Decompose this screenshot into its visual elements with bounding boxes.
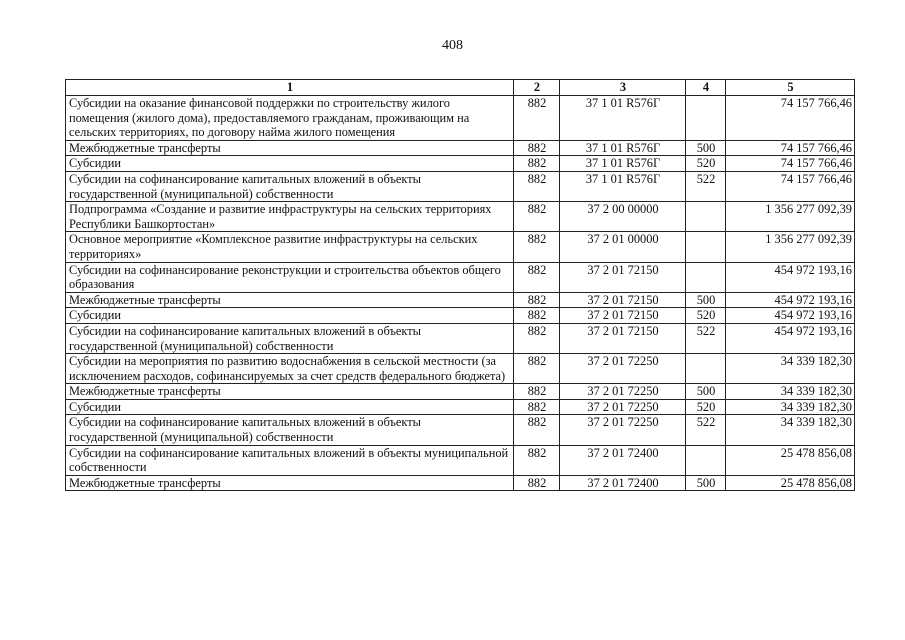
row-expense-type-cell: 520 [686,399,726,415]
row-name-cell: Межбюджетные трансферты [66,384,514,400]
table-row [66,399,855,415]
row-amount-cell: 454 972 193,16 [726,292,855,308]
row-target-article-cell: 37 1 01 R576Г [560,140,686,156]
row-amount-cell: 1 356 277 092,39 [726,202,855,232]
row-amount-cell: 1 356 277 092,39 [726,232,855,262]
row-name-cell: Субсидии на софинансирование капитальных вложений в объекты государственной (муниципальной) собственности [66,171,514,201]
row-target-article-cell: 37 2 01 72250 [560,415,686,445]
row-expense-type-cell [686,96,726,141]
row-expense-type-cell: 522 [686,171,726,201]
header-row [66,80,855,96]
row-expense-type-cell [686,202,726,232]
row-target-article-cell: 37 1 01 R576Г [560,96,686,141]
page-number: 408 [442,38,463,53]
row-ministry-cell: 882 [514,232,560,262]
table-row [66,156,855,172]
row-amount-cell: 25 478 856,08 [726,445,855,475]
row-name-cell: Субсидии на софинансирование реконструкции и строительства объектов общего образования [66,262,514,292]
row-ministry-cell: 882 [514,399,560,415]
row-name-cell: Субсидии [66,156,514,172]
table-row [66,475,855,491]
row-ministry-cell: 882 [514,262,560,292]
table-row [66,384,855,400]
row-target-article-cell: 37 2 01 72400 [560,475,686,491]
row-name-cell: Субсидии [66,399,514,415]
table-row [66,354,855,384]
row-amount-cell: 34 339 182,30 [726,354,855,384]
table-row [66,415,855,445]
row-target-article-cell: 37 2 01 72150 [560,308,686,324]
table-header [66,80,855,96]
row-target-article-cell: 37 2 01 72150 [560,292,686,308]
row-name-cell: Основное мероприятие «Комплексное развитие инфраструктуры на сельских территориях» [66,232,514,262]
row-amount-cell: 34 339 182,30 [726,415,855,445]
row-name-cell: Субсидии на софинансирование капитальных вложений в объекты государственной (муниципальной) собственности [66,323,514,353]
row-ministry-cell: 882 [514,354,560,384]
row-expense-type-cell: 522 [686,323,726,353]
row-target-article-cell: 37 1 01 R576Г [560,156,686,172]
row-target-article-cell: 37 2 01 72150 [560,323,686,353]
table-row [66,96,855,141]
row-ministry-cell: 882 [514,308,560,324]
row-target-article-cell: 37 2 01 72250 [560,354,686,384]
row-expense-type-cell: 500 [686,292,726,308]
row-amount-cell: 74 157 766,46 [726,96,855,141]
row-expense-type-cell: 520 [686,156,726,172]
header-col-5: 5 [726,80,855,96]
row-ministry-cell: 882 [514,202,560,232]
row-ministry-cell: 882 [514,475,560,491]
row-name-cell: Межбюджетные трансферты [66,140,514,156]
row-amount-cell: 454 972 193,16 [726,308,855,324]
row-target-article-cell: 37 1 01 R576Г [560,171,686,201]
row-expense-type-cell [686,262,726,292]
row-expense-type-cell: 500 [686,384,726,400]
row-ministry-cell: 882 [514,323,560,353]
table-row [66,140,855,156]
header-col-3: 3 [560,80,686,96]
row-expense-type-cell: 500 [686,475,726,491]
row-expense-type-cell [686,445,726,475]
row-amount-cell: 454 972 193,16 [726,323,855,353]
table-row [66,262,855,292]
row-name-cell: Субсидии на мероприятия по развитию водоснабжения в сельской местности (за исключением расходов, софинансируемых за счет средств федерального бюджета) [66,354,514,384]
row-ministry-cell: 882 [514,292,560,308]
row-target-article-cell: 37 2 01 00000 [560,232,686,262]
row-name-cell: Субсидии [66,308,514,324]
row-amount-cell: 34 339 182,30 [726,399,855,415]
row-name-cell: Межбюджетные трансферты [66,292,514,308]
row-amount-cell: 25 478 856,08 [726,475,855,491]
row-ministry-cell: 882 [514,445,560,475]
table-row [66,308,855,324]
table-row [66,445,855,475]
row-name-cell: Межбюджетные трансферты [66,475,514,491]
row-name-cell: Подпрограмма «Создание и развитие инфраструктуры на сельских территориях Республики Башкортостан» [66,202,514,232]
row-name-cell: Субсидии на оказание финансовой поддержки по строительству жилого помещения (жилого дома), предоставляемого гражданам, проживающим на сельских территориях, по договору найма жилого помещения [66,96,514,141]
table-row [66,323,855,353]
row-target-article-cell: 37 2 00 00000 [560,202,686,232]
row-name-cell: Субсидии на софинансирование капитальных вложений в объекты государственной (муниципальной) собственности [66,415,514,445]
row-expense-type-cell: 500 [686,140,726,156]
row-expense-type-cell: 520 [686,308,726,324]
row-ministry-cell: 882 [514,156,560,172]
row-ministry-cell: 882 [514,171,560,201]
row-ministry-cell: 882 [514,384,560,400]
table-row [66,202,855,232]
row-ministry-cell: 882 [514,415,560,445]
row-ministry-cell: 882 [514,140,560,156]
row-amount-cell: 74 157 766,46 [726,140,855,156]
table-body [66,96,855,491]
row-expense-type-cell [686,354,726,384]
header-col-4: 4 [686,80,726,96]
header-col-2: 2 [514,80,560,96]
row-expense-type-cell [686,232,726,262]
row-target-article-cell: 37 2 01 72400 [560,445,686,475]
row-expense-type-cell: 522 [686,415,726,445]
header-col-1: 1 [66,80,514,96]
budget-table [65,79,855,491]
row-target-article-cell: 37 2 01 72150 [560,262,686,292]
table-row [66,232,855,262]
table-row [66,292,855,308]
row-target-article-cell: 37 2 01 72250 [560,384,686,400]
row-amount-cell: 74 157 766,46 [726,171,855,201]
row-amount-cell: 34 339 182,30 [726,384,855,400]
row-amount-cell: 454 972 193,16 [726,262,855,292]
row-ministry-cell: 882 [514,96,560,141]
row-name-cell: Субсидии на софинансирование капитальных вложений в объекты муниципальной собственности [66,445,514,475]
row-target-article-cell: 37 2 01 72250 [560,399,686,415]
table-row [66,171,855,201]
row-amount-cell: 74 157 766,46 [726,156,855,172]
